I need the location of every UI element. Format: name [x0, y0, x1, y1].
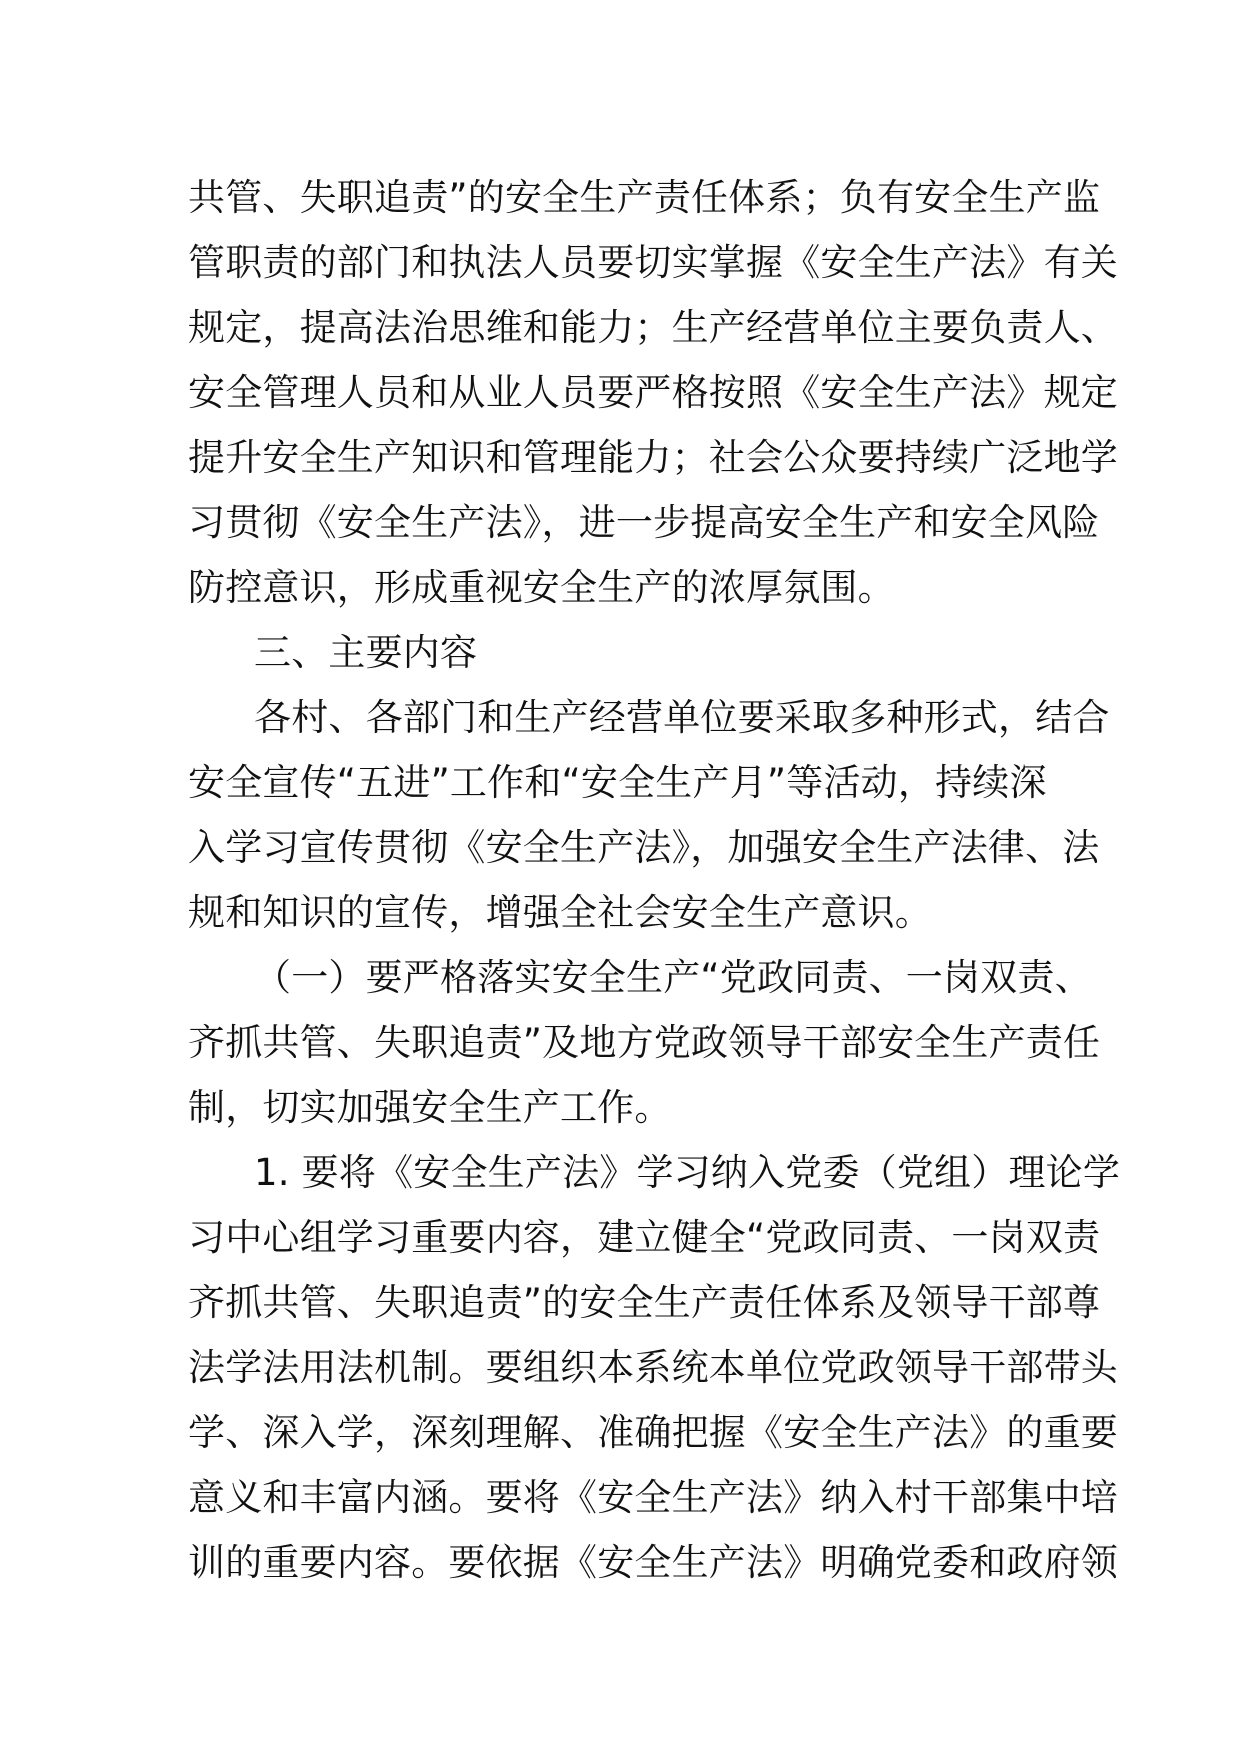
numbered-item-start: 1. 要将《安全生产法》学习纳入党委（党组）理论学 — [254, 1151, 1121, 1194]
subsection-heading: （一）要严格落实安全生产“党政同责、一岗双责、 — [254, 956, 1092, 999]
text-line: 共管、失职追责”的安全生产责任体系；负有安全生产监 — [188, 176, 1101, 219]
text-line: 习中心组学习重要内容，建立健全“党政同责、一岗双责 — [188, 1216, 1101, 1259]
text-line: 规定，提高法治思维和能力；生产经营单位主要负责人、 — [188, 306, 1118, 349]
text-line: 意义和丰富内涵。要将《安全生产法》纳入村干部集中培 — [188, 1476, 1118, 1519]
text-line: 规和知识的宣传，增强全社会安全生产意识。 — [188, 891, 932, 934]
text-line: 训的重要内容。要依据《安全生产法》明确党委和政府领 — [188, 1541, 1118, 1584]
text-line: 防控意识，形成重视安全生产的浓厚氛围。 — [188, 566, 895, 609]
text-line: 学、深入学，深刻理解、准确把握《安全生产法》的重要 — [188, 1411, 1118, 1454]
text-line: 提升安全生产知识和管理能力；社会公众要持续广泛地学 — [188, 436, 1118, 479]
text-line: 安全宣传“五进”工作和“安全生产月”等活动，持续深 — [188, 761, 1047, 804]
text-line: 入学习宣传贯彻《安全生产法》，加强安全生产法律、法 — [188, 826, 1100, 869]
text-line: 制，切实加强安全生产工作。 — [188, 1086, 672, 1129]
text-line: 习贯彻《安全生产法》，进一步提高安全生产和安全风险 — [188, 501, 1100, 544]
paragraph-start: 各村、各部门和生产经营单位要采取多种形式，结合 — [254, 696, 1110, 739]
text-line: 齐抓共管、失职追责”的安全生产责任体系及领导干部尊 — [188, 1281, 1101, 1324]
document-body — [188, 165, 1121, 1595]
section-heading: 三、主要内容 — [254, 631, 478, 674]
text-line: 法学法用法机制。要组织本系统本单位党政领导干部带头 — [188, 1346, 1118, 1389]
text-line: 齐抓共管、失职追责”及地方党政领导干部安全生产责任 — [188, 1021, 1101, 1064]
text-line: 管职责的部门和执法人员要切实掌握《安全生产法》有关 — [188, 241, 1118, 284]
text-line: 安全管理人员和从业人员要严格按照《安全生产法》规定 — [188, 371, 1118, 414]
